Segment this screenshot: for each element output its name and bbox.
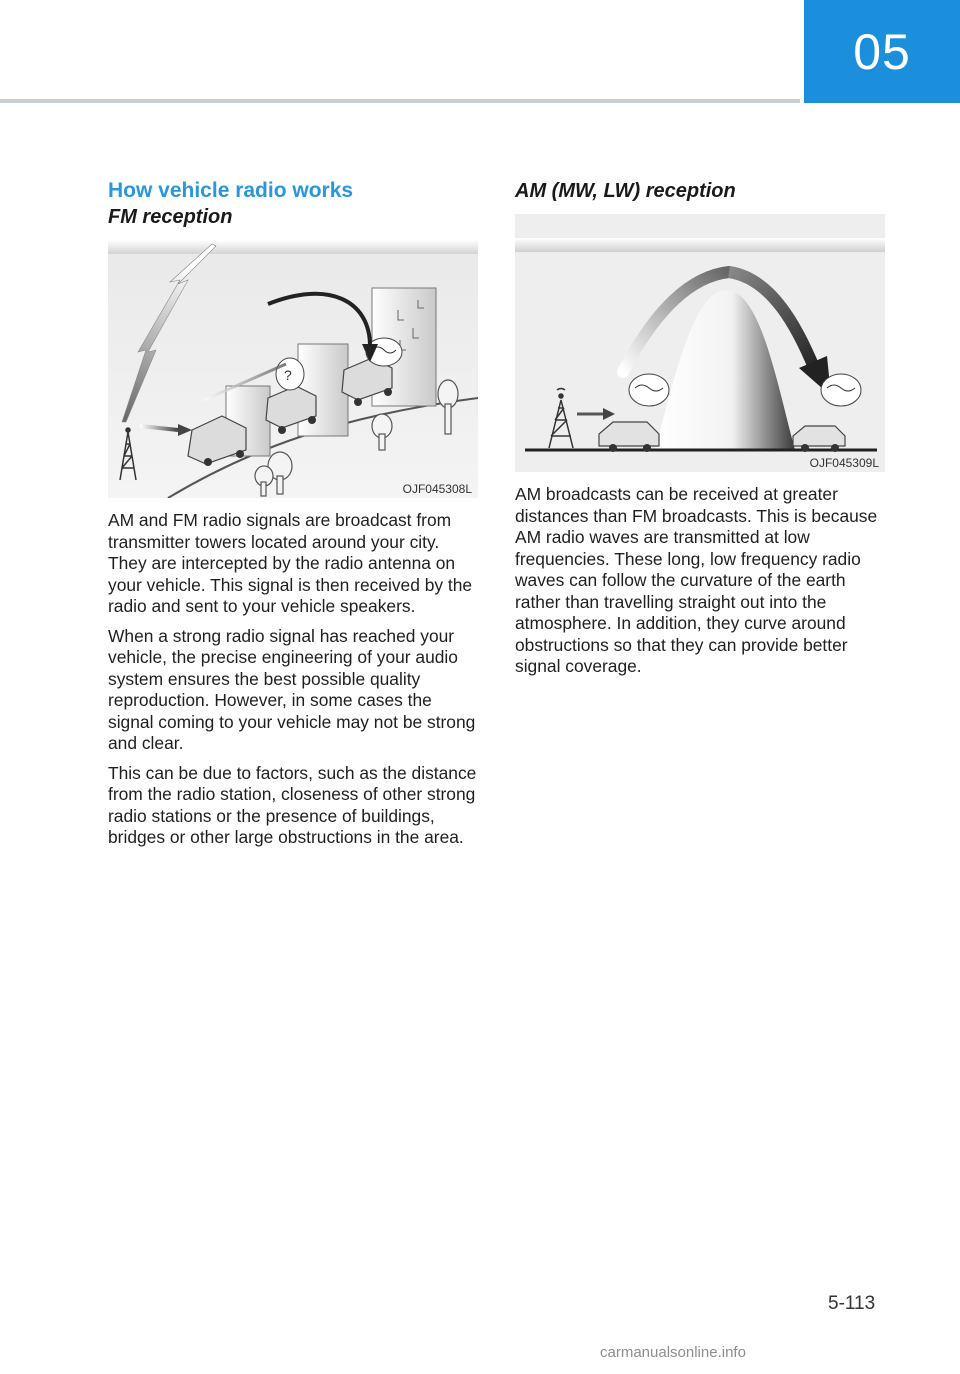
chapter-tab — [804, 0, 960, 103]
header-rule — [0, 99, 800, 103]
am-reception-title: AM (MW, LW) reception — [515, 180, 736, 202]
fm-reception-illustration — [108, 240, 478, 498]
section-title: How vehicle radio works — [108, 179, 354, 202]
chapter-number: 05 — [853, 23, 911, 80]
svg-text:?: ? — [284, 367, 292, 383]
page-number: 5-113 — [828, 1293, 876, 1314]
fm-paragraph-2: When a strong radio signal has reached your vehicle, the precise engineering of your audio system ensures the best possible quality reproduction. However, in some cases the signal coming to your vehicle may not be strong and clear. — [108, 625, 476, 753]
am-reception-illustration — [515, 214, 885, 472]
am-paragraph-1: AM broadcasts can be received at greater distances than FM broadcasts. This is because AM radio waves are transmitted at low frequencies. These long, low frequency radio waves can follow the curvature of the earth rather than travelling straight out into the atmosphere. In addition, they curve around obstructions so that they can provide better signal coverage. — [515, 484, 878, 676]
fm-reception-title: FM reception — [108, 206, 233, 228]
watermark-link[interactable]: carmanualsonline.info — [600, 1344, 746, 1361]
fm-reception-figure — [108, 240, 478, 498]
right-column — [515, 178, 885, 686]
fm-paragraph-1: AM and FM radio signals are broadcast from transmitter towers located around your city. They are intercepted by the radio antenna on your vehicle. This signal is then received by the radio and sent to your vehicle speakers. — [108, 510, 473, 616]
fm-paragraph-3: This can be due to factors, such as the distance from the radio station, closeness of other strong radio stations or the presence of buildings, bridges or other large obstructions in the area. — [108, 762, 477, 847]
am-reception-figure — [515, 214, 885, 472]
fm-figure-code: OJF045308L — [402, 482, 472, 496]
left-column — [108, 178, 478, 857]
am-figure-code: OJF045309L — [809, 456, 879, 470]
